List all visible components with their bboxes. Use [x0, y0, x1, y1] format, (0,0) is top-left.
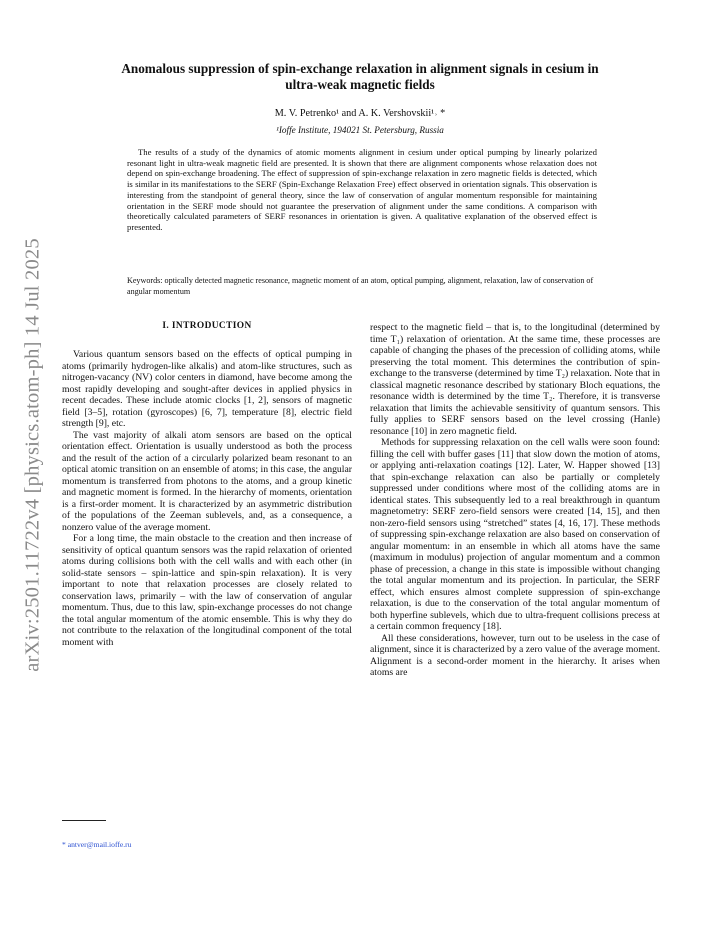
title-line-2: ultra-weak magnetic fields: [285, 77, 435, 92]
affiliation: ¹Ioffe Institute, 194021 St. Petersburg, Russia: [276, 125, 444, 135]
arxiv-identifier-text: arXiv:2501.11722v4 [physics.atom-ph] 14 Jul 2025: [21, 238, 44, 672]
paragraph: Methods for suppressing relaxation on the cell walls were soon found: filling the cell with buffer gases [11] that slow down the motion of atoms, or applying anti-relaxation coatings [12]. Later, W. Happer showed [13] that spin-exchange relaxation can also be partially or completely suppressed under conditions where most of the colliding atoms are in identical states. This subsequently led to a real breakthrough in quantum magnetometry: SERF zero-field sensors were created [14, 15], and then non-zero-field sensors using “stretched” states [4, 16, 17]. These methods of suppressing spin-exchange relaxation are also based on conservation of angular momentum: in an ensemble in which all atoms have the same (maximum in modulus) projection of angular momentum and a common phase of precession, a change in this state is impossible without changing the total angular momentum and its projection. In particular, the SERF effect, which ensures almost complete suppression of spin-exchange relaxation, is due to the conservation of the total angular momentum of both hyperfine sublevels, which due to ultra-frequent collisions precess at a certain common frequency [18].: [370, 437, 660, 632]
left-column: [62, 349, 352, 648]
paragraph: For a long time, the main obstacle to the creation and then increase of sensitivity of optical quantum sensors was the rapid relaxation of oriented atoms during collisions both with the cell walls and with each other (in solid-state sensors – spin-lattice and spin-spin relaxation). It is very important to note that relaxation processes are closely related to conservation laws, primarily – with the law of conservation of angular momentum. Thus, due to this law, spin-exchange processes do not change the total angular momentum of the atomic ensemble. This is why they do not contribute to the relaxation of the longitudinal component of the total moment with: [62, 533, 352, 648]
title-line-1: Anomalous suppression of spin-exchange relaxation in alignment signals in cesium in: [121, 61, 599, 76]
paragraph: respect to the magnetic field – that is, to the longitudinal (determined by time T₁) relaxation of orientation. At the same time, these processes are capable of changing the phases of the precession of colliding atoms, while preserving the total moment. This determines the contribution of spin-exchange to the transverse (determined by time T₂) relaxation. Note that in classical magnetic resonance described by stationary Bloch equations, the resonance width is determined by the time T₂. Therefore, it is transverse relaxation that limits the achievable sensitivity of quantum sensors. This fully applies to SERF sensors based on the level crossing (Hanle) resonance [10] in zero magnetic field.: [370, 322, 660, 437]
paper-title: [60, 61, 660, 93]
arxiv-identifier: [21, 238, 44, 672]
paragraph: The vast majority of alkali atom sensors are based on the optical orientation effect. Orientation is usually understood as both the process and the result of the action of a circularly polarized beam resonant to an optical atomic transition on an ensemble of atoms; in this case, the angular momentum is transferred from photons to the atoms, and a group kinetic and magnetic moment is formed. In the hierarchy of moments, orientation is a first-order moment. It is characterized by an asymmetric distribution of the populations of the Zeeman sublevels, and, as a consequence, a nonzero value of the average moment.: [62, 429, 352, 533]
section-heading: I. INTRODUCTION: [162, 321, 252, 331]
paragraph: All these considerations, however, turn out to be useless in the case of alignment, since it is characterized by a zero value of the average moment. Alignment is a second-order moment in the hierarchy. It arises when atoms are: [370, 632, 660, 678]
footnote-email-link[interactable]: * antver@mail.ioffe.ru: [62, 840, 132, 849]
abstract: The results of a study of the dynamics of atomic moments alignment in cesium under optical pumping by linearly polarized resonant light in ultra-weak magnetic field are presented. It is shown that there are alignment components whose relaxation does not depend on spin-exchange broadening. The effect of suppression of spin-exchange relaxation in zero magnetic fields is detected, which is similar in its manifestations to the SERF (Spin-Exchange Relaxation Free) effect observed in orientation signals. This observation is interesting from the standpoint of general theory, since the law of conservation of angular momentum responsible for maintaining orientation in the SERF mode should not guarantee the preservation of alignment under the same conditions. A comparison with theoretically calculated parameters of SERF resonances in orientation is given. A qualitative explanation of the observed effect is presented.: [127, 147, 597, 232]
right-column: [370, 322, 660, 679]
paragraph: Various quantum sensors based on the effects of optical pumping in atoms (primarily hydrogen-like alkalis) and atom-like structures, such as nitrogen-vacancy (NV) color centers in diamond, have become among the most rapidly developing and sought-after devices in applied physics in recent decades. These include atomic clocks [1, 2], sensors of magnetic field [3–5], rotation (gyroscopes) [6, 7], temperature [8], electric field strength [9], etc.: [62, 349, 352, 429]
keywords: Keywords: optically detected magnetic resonance, magnetic moment of an atom, optical pumping, alignment, relaxation, law of conservation of angular momentum: [127, 276, 594, 296]
authors: M. V. Petrenko¹ and A. K. Vershovskii¹˒ *: [274, 108, 446, 119]
footnote-rule: [62, 820, 106, 821]
